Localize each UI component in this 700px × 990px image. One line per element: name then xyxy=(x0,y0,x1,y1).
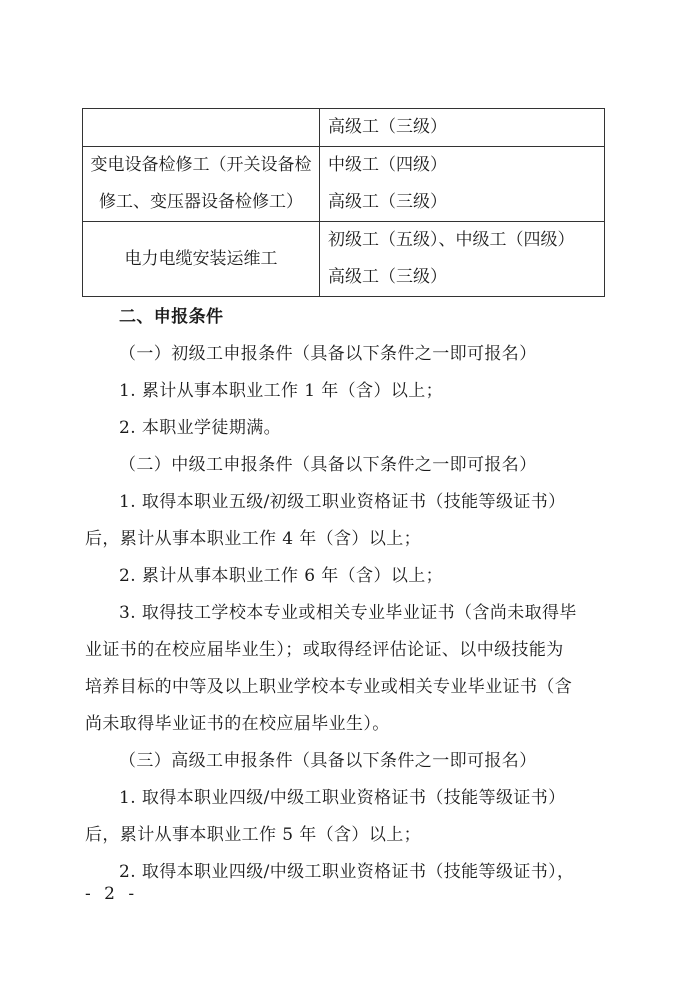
paragraph-line: 后，累计从事本职业工作 5 年（含）以上； xyxy=(85,825,422,845)
paragraph-line: 后，累计从事本职业工作 4 年（含）以上； xyxy=(85,529,422,549)
paragraph-line: 业证书的在校应届毕业生）；或取得经评估论证、以中级技能为 xyxy=(85,640,564,660)
document-body xyxy=(85,299,605,891)
level-text: 初级工（五级）、中级工（四级） xyxy=(328,230,575,250)
level-cell xyxy=(320,109,605,147)
paragraph-line: 2. 累计从事本职业工作 6 年（含）以上； xyxy=(119,566,444,586)
subsection-heading-advanced: （三）高级工申报条件（具备以下条件之一即可报名） xyxy=(119,751,537,771)
occupation-cell xyxy=(83,147,320,222)
subsection-heading-primary: （一）初级工申报条件（具备以下条件之一即可报名） xyxy=(119,344,537,364)
paragraph-line: 1. 取得本职业五级/初级工职业资格证书（技能等级证书） xyxy=(119,492,566,512)
level-text: 高级工（三级） xyxy=(328,117,447,137)
table-row xyxy=(83,222,605,297)
page-number: - 2 - xyxy=(85,884,139,904)
table-row xyxy=(83,109,605,147)
level-cell xyxy=(320,222,605,297)
occupation-text: 电力电缆安装运维工 xyxy=(124,248,278,269)
paragraph-line: 3. 取得技工学校本专业或相关专业毕业证书（含尚未取得毕 xyxy=(119,603,577,623)
paragraph-line: 2. 取得本职业四级/中级工职业资格证书（技能等级证书）， xyxy=(119,862,575,882)
paragraph-line: 1. 取得本职业四级/中级工职业资格证书（技能等级证书） xyxy=(119,788,566,808)
level-text: 高级工（三级） xyxy=(328,267,447,287)
section-heading: 二、申报条件 xyxy=(119,307,224,327)
occupation-cell xyxy=(83,109,320,147)
level-text: 中级工（四级） xyxy=(328,155,447,175)
occupation-text: 修工、变压器设备检修工） xyxy=(99,192,303,212)
paragraph-line: 2. 本职业学徒期满。 xyxy=(119,418,282,438)
table-row xyxy=(83,147,605,222)
paragraph-line: 培养目标的中等及以上职业学校本专业或相关专业毕业证书（含 xyxy=(85,677,573,697)
subsection-heading-intermediate: （二）中级工申报条件（具备以下条件之一即可报名） xyxy=(119,455,537,475)
level-text: 高级工（三级） xyxy=(328,192,447,212)
occupation-cell xyxy=(83,222,320,297)
paragraph-line: 尚未取得毕业证书的在校应届毕业生）。 xyxy=(85,714,390,734)
level-cell xyxy=(320,147,605,222)
paragraph-line: 1. 累计从事本职业工作 1 年（含）以上； xyxy=(119,381,444,401)
occupation-level-table xyxy=(82,108,605,297)
occupation-text: 变电设备检修工（开关设备检 xyxy=(90,155,312,175)
